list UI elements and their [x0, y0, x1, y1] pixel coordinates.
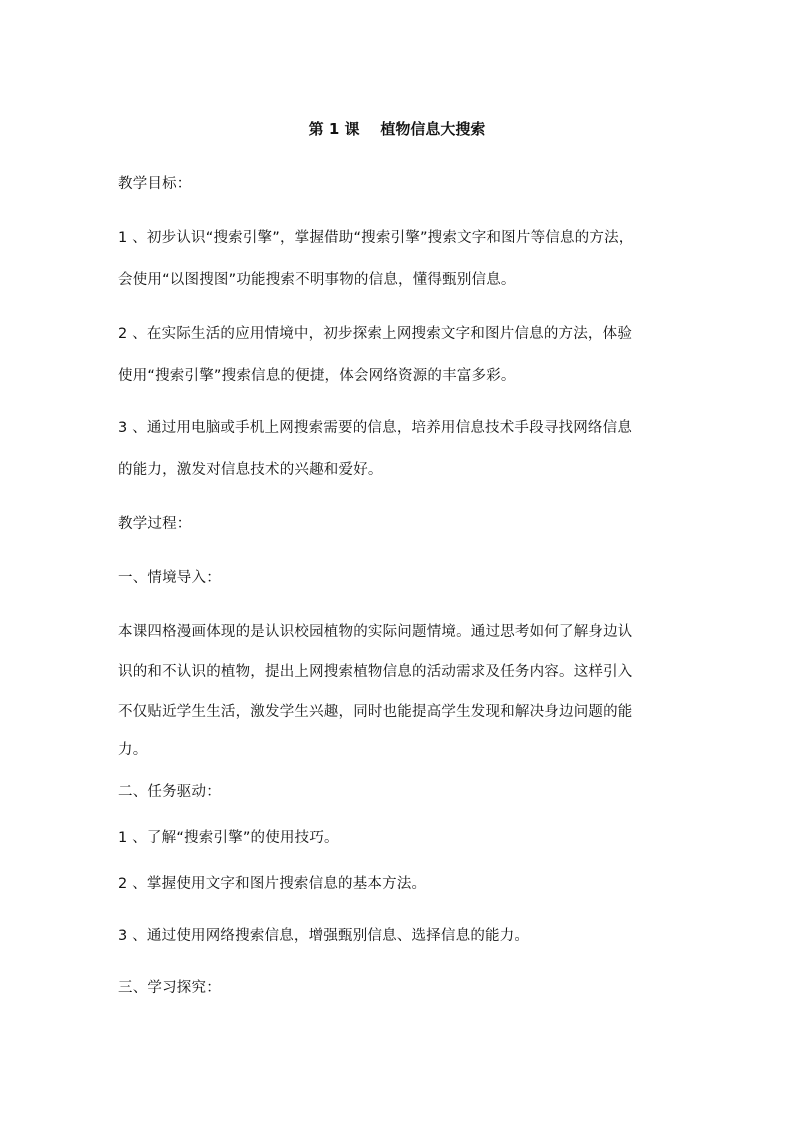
task-item-2: 2 、掌握使用文字和图片搜索信息的基本方法。 [118, 876, 427, 892]
objective-3-line-1: 3 、通过用电脑或手机上网搜索需要的信息，培养用信息技术手段寻找网络信息 [118, 420, 633, 436]
objective-1-line-1: 1 、初步认识“搜索引擎”，掌握借助“搜索引擎”搜索文字和图片等信息的方法， [118, 230, 634, 246]
section-1-paragraph-line-3: 不仅贴近学生生活，激发学生兴趣，同时也能提高学生发现和解决身边问题的能 [118, 704, 633, 720]
section-1-heading: 一、情境导入： [118, 570, 221, 586]
objectives-heading: 教学目标： [118, 176, 192, 192]
section-2-heading: 二、任务驱动： [118, 784, 221, 800]
lesson-title: 第 1 课 植物信息大搜索 [308, 120, 486, 138]
objective-1-line-2: 会使用“以图搜图”功能搜索不明事物的信息，懂得甄别信息。 [118, 272, 516, 288]
objective-2-line-2: 使用“搜索引擎”搜索信息的便捷，体会网络资源的丰富多彩。 [118, 368, 516, 384]
section-1-paragraph-line-4: 力。 [118, 742, 148, 758]
objective-2-line-1: 2 、在实际生活的应用情境中，初步探索上网搜索文字和图片信息的方法，体验 [118, 326, 633, 342]
section-3-heading: 三、学习探究： [118, 980, 221, 996]
task-item-1: 1 、了解“搜索引擎”的使用技巧。 [118, 830, 339, 846]
process-heading: 教学过程： [118, 516, 192, 532]
section-1-paragraph-line-2: 识的和不认识的植物，提出上网搜索植物信息的活动需求及任务内容。这样引入 [118, 664, 633, 680]
task-item-3: 3 、通过使用网络搜索信息，增强甄别信息、选择信息的能力。 [118, 928, 530, 944]
section-1-paragraph-line-1: 本课四格漫画体现的是认识校园植物的实际问题情境。通过思考如何了解身边认 [118, 624, 633, 640]
objective-3-line-2: 的能力，激发对信息技术的兴趣和爱好。 [118, 462, 383, 478]
